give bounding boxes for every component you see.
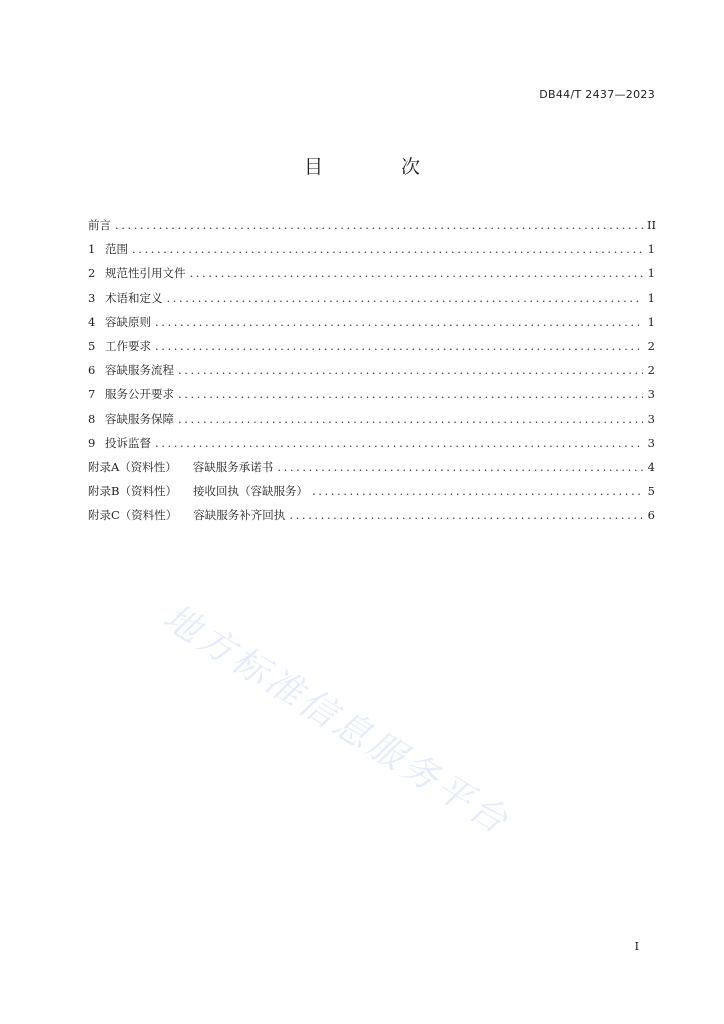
toc-entry-appendix-c[interactable] (88, 507, 655, 531)
toc-entry-appendix-a[interactable] (88, 459, 655, 483)
toc-entry-appendix-b[interactable] (88, 483, 655, 507)
toc-label: 服务公开要求 (105, 387, 174, 402)
toc-label: 容缺服务保障 (105, 411, 174, 426)
toc-page-number: II (647, 218, 657, 232)
toc-page-number: 1 (647, 266, 655, 281)
toc-page-number: 2 (647, 338, 655, 353)
toc-page-number: 1 (647, 242, 655, 257)
toc-section-number: 4 (88, 314, 96, 329)
toc-leader-dots (190, 266, 644, 280)
toc-leader-dots (167, 291, 644, 305)
toc-leader-dots (178, 412, 643, 426)
table-of-contents (88, 217, 655, 531)
toc-entry-9[interactable] (88, 435, 655, 459)
toc-appendix-number: 附录B（资料性） (88, 484, 177, 499)
standard-code: DB44/T 2437—2023 (539, 88, 655, 101)
toc-page-number: 1 (647, 314, 655, 329)
toc-page-number: 3 (647, 411, 655, 426)
toc-leader-dots (155, 315, 643, 329)
toc-leader-dots (132, 242, 643, 256)
toc-entry-foreword[interactable] (88, 217, 655, 241)
toc-leader-dots (155, 339, 643, 353)
toc-entry-1[interactable] (88, 241, 655, 265)
toc-label: 范围 (105, 242, 128, 257)
toc-section-number: 9 (88, 435, 96, 450)
toc-label: 容缺服务补齐回执 (193, 508, 286, 523)
toc-section-number: 5 (88, 338, 96, 353)
toc-label: 规范性引用文件 (105, 266, 186, 281)
toc-page-number: 3 (647, 435, 655, 450)
toc-page-number: 1 (647, 290, 655, 305)
toc-page-number: 6 (647, 508, 655, 523)
toc-entry-5[interactable] (88, 338, 655, 362)
toc-section-number: 7 (88, 387, 96, 402)
page-title: 目 次 (303, 156, 457, 178)
toc-section-number: 8 (88, 411, 96, 426)
toc-leader-dots (155, 436, 643, 450)
toc-entry-4[interactable] (88, 314, 655, 338)
toc-label: 术语和定义 (105, 290, 163, 305)
toc-appendix-number: 附录A（资料性） (88, 459, 177, 474)
toc-entry-8[interactable] (88, 411, 655, 435)
toc-section-number: 1 (88, 242, 96, 257)
toc-leader-dots (277, 460, 643, 474)
toc-entry-7[interactable] (88, 386, 655, 410)
toc-label: 容缺原则 (105, 314, 151, 329)
toc-page-number: 2 (647, 363, 655, 378)
toc-page-number: 4 (647, 459, 655, 474)
toc-entry-3[interactable] (88, 290, 655, 314)
toc-label: 前言 (88, 218, 111, 232)
toc-leader-dots (178, 387, 643, 401)
toc-page-number: 3 (647, 387, 655, 402)
toc-entry-6[interactable] (88, 362, 655, 386)
toc-page-number: 5 (647, 484, 655, 499)
toc-leader-dots (178, 363, 643, 377)
toc-label: 投诉监督 (105, 435, 151, 450)
toc-section-number: 6 (88, 363, 96, 378)
toc-section-number: 3 (88, 290, 96, 305)
toc-label: 工作要求 (105, 338, 151, 353)
toc-label: 接收回执（容缺服务） (192, 484, 308, 499)
page-number: I (634, 940, 639, 953)
toc-appendix-number: 附录C（资料性） (88, 508, 178, 523)
toc-section-number: 2 (88, 266, 96, 281)
toc-entry-2[interactable] (88, 265, 655, 289)
toc-leader-dots (289, 508, 643, 522)
watermark: 地方标准信息服务平台 (156, 596, 517, 844)
toc-label: 容缺服务流程 (105, 363, 174, 378)
toc-label: 容缺服务承诺书 (192, 459, 274, 474)
toc-leader-dots (312, 484, 643, 498)
toc-leader-dots (115, 218, 643, 232)
